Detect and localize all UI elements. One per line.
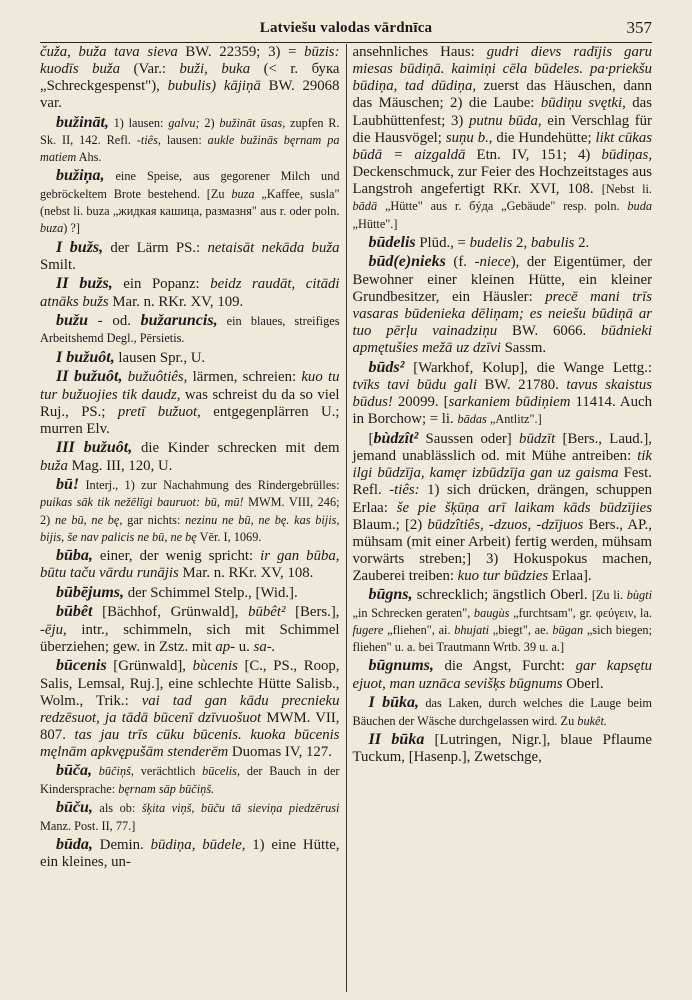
entry-text: Mag. III, 120, U. — [67, 457, 173, 474]
entry-example: babulis — [530, 234, 575, 251]
entry-example: buda — [627, 199, 652, 214]
entry-text: [Bächhof, Grünwald], — [92, 604, 249, 621]
entry-example: baugùs — [473, 605, 510, 620]
entry-headword: būču, — [56, 799, 93, 817]
entry-example: čuža, buža tava sieva — [40, 44, 178, 60]
entry-text: MWM. VIII, 246; 2) — [40, 495, 340, 527]
entry-text: einer, der wenig spricht: — [92, 547, 261, 564]
entry-text: 1) lausen: — [108, 115, 169, 130]
entry-text: das Laubhüttenfest; 3) — [352, 95, 652, 129]
dictionary-entry — [40, 312, 340, 348]
dictionary-entry — [353, 694, 653, 730]
entry-example: tavus skaistus būdus! — [352, 377, 652, 411]
entry-example: aukle bužinās bęrnam pa matiem — [40, 133, 340, 165]
entry-text: der Bauch in der Kindersprache: — [40, 764, 340, 796]
entry-headword: būgns, — [368, 586, 413, 604]
entry-example: būgan — [552, 623, 584, 638]
entry-text: [Bers., Laud.], jemand unablässlich od. mit Mühe antreiben: — [352, 430, 652, 465]
entry-text: Blaum.; [2) — [352, 516, 428, 533]
entry-text: „in Schrecken geraten", — [352, 605, 474, 620]
entry-text: Smilt. — [40, 257, 76, 274]
entry-text: [ — [368, 430, 374, 447]
entry-text: (Var.: — [120, 61, 180, 78]
entry-example: būdnieki apmętušies mežā uz dzīvi — [352, 323, 652, 357]
entry-text: 1) eine Hütte, ein kleines, un- — [40, 836, 340, 871]
entry-example: bādas — [457, 412, 487, 427]
entry-example: budelis — [469, 234, 513, 251]
dictionary-entry — [40, 349, 340, 368]
entry-text: ein Verschlag für die Hausvögel; — [352, 112, 652, 146]
entry-text: gar nichts: — [122, 512, 186, 527]
entry-text: „sich biegen; fliehen" u. a. bei Trautmann Wrtb. 39 u. a.] — [352, 623, 652, 655]
entry-text: die Hundehütte; — [492, 129, 596, 146]
entry-text: u. — [235, 638, 254, 655]
entry-text: (f. — [445, 254, 475, 271]
entry-text: Etn. IV, 151; 4) — [465, 146, 602, 163]
dictionary-entry — [353, 44, 653, 233]
entry-text: BW. 21780. — [476, 377, 567, 394]
entry-text: die Kinder schrecken mit dem — [132, 440, 340, 457]
entry-text: „Kaffee, susla" (nebst li. buza „жидкая кашица, размазня" aus r. oder poln. — [40, 187, 340, 219]
entry-example: būdiņu svętki, — [540, 95, 626, 112]
entry-headword: būds² — [368, 358, 405, 376]
entry-example: bužuôtiês, — [127, 369, 188, 386]
entry-text: 1) sich drücken, drängen, schuppen Erlaa: — [352, 482, 652, 516]
dictionary-entry — [40, 439, 340, 475]
entry-text: BW. 22359; 3) = — [177, 44, 305, 60]
entry-example: bādā — [352, 199, 378, 214]
right-column — [347, 44, 653, 992]
entry-example: buza — [231, 187, 255, 202]
dictionary-entry — [353, 586, 653, 656]
entry-text: Oberl. — [562, 675, 604, 692]
entry-example: putnu būda, — [468, 112, 542, 129]
entry-headword: būbêt — [56, 603, 93, 621]
entry-text: das Laken, durch welches die Lauge beim Bäuchen der Wäsche durchgelassen wird. Zu — [352, 696, 652, 728]
entry-example: gar kapsętu ejuot, man uznāca sevišķs būgnums — [352, 658, 652, 692]
entry-headword: būd(e)nieks — [368, 253, 446, 271]
entry-example: buži, buka — [179, 61, 251, 78]
entry-text: Duomas IV, 127. — [228, 744, 332, 761]
entry-headword: būcenis — [56, 657, 107, 674]
dictionary-entry — [40, 476, 340, 546]
entry-text: Saussen oder] — [418, 430, 520, 447]
entry-text: „furchtsam", gr. φεύγειν, la. — [509, 605, 652, 620]
entry-example: tas jau trīs cūku būcenis. kuoka būcenis męlnām apkvępušām stenderēm — [40, 727, 340, 761]
entry-text: „Antlitz".] — [486, 412, 542, 427]
entry-headword: II bužuôt, — [56, 368, 123, 386]
dictionary-entry — [40, 603, 340, 656]
dictionary-entry — [40, 275, 340, 311]
entry-example: buža — [40, 457, 68, 474]
entry-example: netaisāt nekāda buža — [207, 239, 340, 256]
entry-headword: bužaruncis, — [140, 311, 218, 329]
dictionary-columns — [40, 44, 652, 992]
entry-headword: bužināt, — [56, 113, 109, 131]
entry-text: Demin. — [92, 836, 151, 853]
dictionary-entry — [40, 368, 340, 438]
entry-text: der Lärm PS.: — [103, 239, 208, 256]
entry-text: lärmen, schreien: — [187, 369, 302, 386]
entry-example: bukêt. — [577, 713, 608, 728]
entry-example: -tiês, — [136, 133, 161, 148]
entry-text: BW. 6066. — [497, 323, 602, 340]
dictionary-entry — [40, 547, 340, 583]
entry-text: ) ?] — [63, 221, 80, 236]
entry-example: būdiņa, būdele, — [150, 836, 246, 853]
entry-example: galvu; — [168, 115, 200, 130]
entry-text: Vēr. I, 1069. — [196, 529, 262, 544]
dictionary-entry — [40, 657, 340, 761]
entry-example: tvīks tavi būdu gali — [352, 377, 477, 394]
entry-headword: bū! — [56, 475, 80, 493]
entry-text: [Grünwald], — [106, 658, 193, 674]
entry-text: Manz. Post. II, 77.] — [40, 818, 136, 833]
dictionary-entry — [40, 584, 340, 603]
entry-example: vai tad gan kādu precnieku redzēsuot, ja tādā būcenī dzīvuošuot — [40, 692, 340, 726]
entry-text: was schreist du da so viel Ruj., PS.; — [40, 386, 340, 420]
entry-headword: būča, — [56, 762, 92, 780]
entry-example: būcelis, — [202, 764, 241, 779]
entry-text: intr., schimmeln, sich mit Schimmel überziehen; gew. in Zstz. mit — [40, 621, 340, 655]
entry-text: als ob: — [92, 801, 142, 816]
entry-example: še pie šķūņa arī laikam kāds būdzījies — [396, 499, 652, 516]
entry-headword: I bužs, — [56, 238, 104, 256]
page-number: 357 — [626, 18, 652, 37]
entry-example: būdiņas, — [601, 146, 652, 163]
entry-text: [Lutringen, Nigr.], blaue Pflaume Tuckum, [Hasenp.], Zwetschge, — [352, 731, 652, 766]
entry-text: die Angst, Furcht: — [433, 658, 576, 675]
entry-text: ein Popanz: — [112, 276, 211, 293]
entry-example: bhujati — [454, 623, 490, 638]
entry-example: šķita viņš, būču tā sieviņa piedzērusi — [141, 801, 340, 816]
entry-text: Mar. n. RKr. XV, 108. — [178, 565, 314, 582]
entry-text: Mar. n. RKr. XV, 109. — [108, 293, 244, 310]
entry-example: fugere — [352, 623, 384, 638]
entry-text: „biegt", ae. — [489, 623, 553, 638]
entry-headword: būdelis — [368, 233, 416, 251]
entry-headword: III bužuôt, — [56, 439, 133, 457]
entry-text: schrecklich; ängstlich Oberl. — [412, 587, 592, 604]
entry-headword: būbējums, — [56, 583, 125, 601]
entry-headword: bužiņa, — [56, 167, 105, 185]
entry-text: BW. 29068 var. — [40, 78, 340, 112]
entry-headword: būba, — [56, 546, 93, 564]
entry-example: pretī bužuot, — [117, 403, 201, 420]
dictionary-entry — [40, 762, 340, 798]
entry-text: eine Speise, aus gegorener Milch und gebröckeltem Brote bestehend. [Zu — [40, 169, 340, 202]
entry-headword: būda, — [56, 835, 93, 853]
entry-text: der Schimmel Stelp., [Wid.]. — [124, 584, 298, 601]
entry-text: „Hütte" aus r. бýда „Gebäude" resp. poln. — [377, 199, 628, 214]
entry-example: būdzîtiês, -dzuos, -dzījuos — [427, 516, 584, 533]
entry-text: Ahs. — [76, 150, 102, 165]
entry-text: Plūd., = — [415, 234, 470, 251]
entry-text: „fliehen", ai. — [383, 623, 455, 638]
entry-example: suņu b., — [445, 129, 493, 146]
entry-example: tik ilgi būdzīja, kamęr izbūdzīja gan uz gaisma — [352, 448, 652, 482]
entry-example: kuo tu tur bužuojies tik daudz, — [40, 369, 340, 403]
entry-text: zupfen R. Sk. II, 142. Refl. — [40, 115, 340, 148]
entry-example: gudri dievs radījis garu miesas būdiņā. kaimiņi cēla būdeles. pa·priekšu būdiņa, tad dūdiņa, — [352, 44, 652, 95]
entry-text: Interj., 1) zur Nachahmung des Rindergebrülles: — [79, 477, 340, 492]
entry-headword: I būka, — [368, 694, 419, 712]
entry-headword: bužu — [56, 311, 89, 329]
entry-example: likt cūkas būdā = aizgaldā — [352, 129, 652, 163]
entry-example: būdzīt — [519, 430, 556, 447]
entry-example: precē mani trīs vasaras būdenieka dēliņam; es neiešu būdiņā ar tuo pērļu vainadziņu — [352, 288, 652, 340]
entry-example: ap- — [215, 638, 236, 655]
entry-example: kuo tur būdzies — [457, 568, 549, 585]
entry-text: [Nebst li. — [601, 182, 652, 197]
entry-text: Deckenschmuck, zur Feier des Hochzeitstages aus Langstroh angefertigt RKr. XVI, 108. — [352, 164, 652, 198]
entry-headword: būgnums, — [368, 657, 434, 675]
dictionary-entry — [353, 657, 653, 693]
entry-example: sa-. — [253, 638, 276, 655]
entry-text — [92, 764, 99, 778]
dictionary-entry — [40, 44, 340, 113]
entry-example: ir gan būba, būtu taču vārdu runājis — [40, 547, 340, 582]
entry-example: puikas sāk tik nežēlīgi bauruot: bū, mū! — [40, 495, 244, 510]
entry-example: -tiês: — [389, 482, 420, 499]
dictionary-entry — [40, 799, 340, 835]
entry-text: Fest. Refl. — [352, 465, 652, 499]
entry-example: būbêt² — [248, 604, 286, 621]
dictionary-entry — [353, 731, 653, 767]
dictionary-entry — [353, 253, 653, 357]
entry-example: bùgti — [626, 588, 652, 603]
entry-text: 2) — [199, 115, 220, 130]
entry-text: „Hütte".] — [352, 216, 398, 231]
entry-example: būzis: kuodīs buža — [40, 44, 340, 78]
entry-text: [C., PS., Roop, Salis, Lemsal, Ruj.], eine schlechte Hütte Salisb., Wolm., Trik.: — [40, 658, 340, 709]
page-header — [40, 18, 652, 43]
entry-headword: bùdzît² — [373, 429, 419, 447]
entry-example: bęrnam sāp būčiņš. — [118, 781, 215, 796]
entry-headword: I bužuôt, — [56, 348, 115, 366]
entry-example: bubulis) kājiņā — [167, 78, 261, 95]
entry-text: entgegenplärren U.; murren Elv. — [40, 403, 340, 438]
entry-example: bužināt ūsas, — [219, 115, 286, 130]
entry-example: -ēju, — [40, 621, 67, 638]
entry-example: būčiņš, — [98, 764, 134, 779]
entry-example: buza — [40, 221, 64, 236]
dictionary-entry — [40, 239, 340, 275]
entry-text: Bers., AP., mühsam (mit einer Arbeit) fertig werden, mühsam vorwärts streben;] 3) Hokuspokus machen, Zauberei treiben: — [352, 516, 652, 585]
entry-text: ein blaues, streifiges Arbeitshemd Degl., Pērsietis. — [40, 313, 340, 346]
entry-text: MWM. VII, 807. — [40, 709, 340, 744]
entry-example: -niece — [474, 254, 511, 271]
entry-text: 11414. Auch in Borchow; = li. — [352, 394, 652, 428]
entry-headword: II bužs, — [56, 275, 113, 293]
dictionary-entry — [40, 114, 340, 167]
dictionary-entry — [353, 359, 653, 429]
entry-text: 2, — [512, 234, 531, 251]
entry-text: 20099. [ — [392, 394, 449, 411]
entry-example: bùcenis — [192, 658, 238, 674]
entry-text: - od. — [88, 312, 141, 329]
dictionary-entry — [40, 836, 340, 872]
entry-text: zuerst das Häuschen, dann das Mäuschen; 2) die Laube: — [352, 78, 652, 112]
entry-text: (< r. бука „Schreckgespenst"), — [40, 61, 340, 95]
entry-text: 2. — [574, 234, 590, 251]
entry-text: [Bers.], — [285, 604, 340, 621]
dictionary-entry — [40, 167, 340, 237]
entry-text: Erlaa]. — [548, 568, 592, 585]
entry-headword: II būka — [368, 730, 425, 748]
entry-text: ), der Eigentümer, der Bewohner einer kleinen Hütte, ein kleiner Grundbesitzer, ein Häusler: — [352, 254, 652, 305]
entry-example: beidz raudāt, citādi atnāks bužs — [40, 276, 340, 310]
entry-text: ansehnliches Haus: — [352, 44, 487, 60]
entry-example: ne bū, ne bę, — [54, 512, 123, 527]
entry-text: lausen: — [161, 133, 208, 148]
entry-example: nezinu ne bū, ne bę. kas bijis, bijis, še nav palicis ne bū, ne bę — [40, 512, 340, 544]
dictionary-entry — [353, 234, 653, 253]
entry-text: [Zu li. — [591, 588, 627, 603]
dictionary-entry — [353, 430, 653, 586]
running-title: Latviešu valodas vārdnīca — [259, 20, 433, 36]
entry-text: verächtlich — [133, 764, 203, 779]
entry-text: lausen Spr., U. — [114, 349, 206, 366]
left-column — [40, 44, 346, 992]
entry-text: [Warkhof, Kolup], die Wange Lettg.: — [404, 359, 652, 376]
entry-example: sarkaniem būdiņiem — [448, 394, 571, 411]
entry-text: Sassm. — [500, 340, 547, 357]
